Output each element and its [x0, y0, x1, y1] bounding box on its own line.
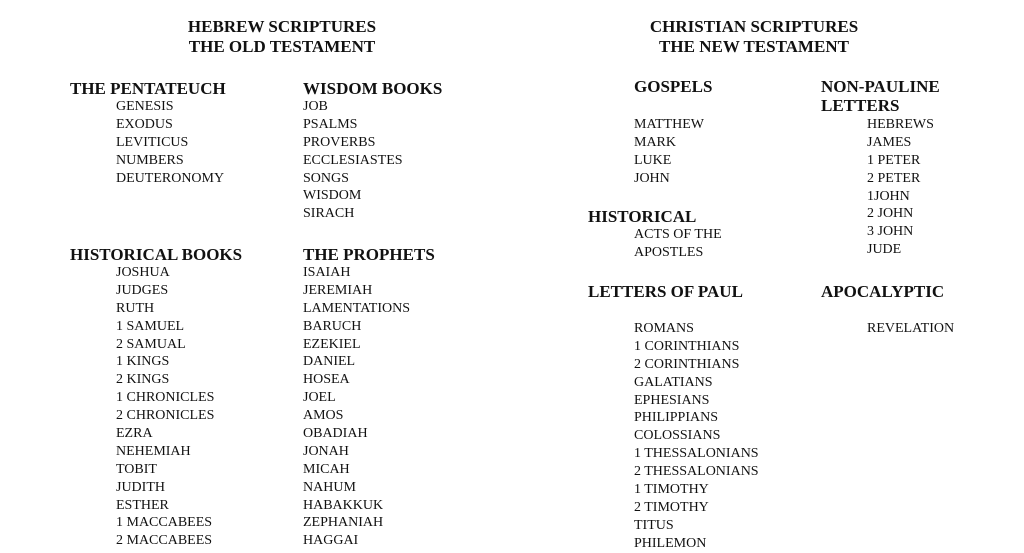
book-item: AMOS [303, 408, 344, 424]
book-item: PHILIPPIANS [634, 410, 719, 426]
book-item: DANIEL [303, 354, 356, 370]
apocalyptic-heading: APOCALYPTIC [821, 282, 945, 301]
prophets-heading: THE PROPHETS [303, 245, 435, 264]
pentateuch-list [116, 98, 224, 187]
apocalyptic-list [867, 320, 954, 338]
book-item: HAGGAI [303, 533, 359, 549]
book-item: PSALMS [303, 116, 358, 132]
book-item: GENESIS [116, 99, 174, 114]
book-item: HEBREWS [867, 117, 934, 132]
book-item: ECCLESIASTES [303, 152, 403, 168]
paul-heading: LETTERS OF PAUL [588, 282, 743, 301]
book-item: PROVERBS [303, 134, 376, 150]
book-item: 2 PETER [867, 170, 921, 186]
book-item: EXODUS [116, 116, 173, 132]
book-item: 2 CHRONICLES [116, 408, 215, 424]
book-item: JUDITH [116, 479, 165, 495]
book-item: SONGS [303, 170, 349, 186]
book-item: MARK [634, 134, 677, 150]
book-item: 2 TIMOTHY [634, 499, 709, 515]
hebrew-title-line1: HEBREW SCRIPTURES [187, 17, 377, 36]
christian-title [614, 17, 894, 57]
book-item: ISAIAH [303, 265, 351, 280]
book-item: JAMES [867, 134, 912, 150]
book-item: LUKE [634, 152, 672, 168]
book-item: JONAH [303, 443, 349, 459]
book-item: 3 JOHN [867, 224, 914, 240]
book-item: WISDOM [303, 188, 362, 204]
book-item: 2 MACCABEES [116, 533, 213, 549]
book-item: MATTHEW [634, 117, 704, 132]
prophets-list [303, 264, 410, 550]
book-item: 1 CHRONICLES [116, 390, 215, 406]
book-item: JUDE [867, 242, 902, 258]
pentateuch-heading: THE PENTATEUCH [70, 79, 226, 98]
book-item: EZEKIEL [303, 336, 361, 352]
book-item: EPHESIANS [634, 392, 710, 408]
book-item: JUDGES [116, 282, 169, 298]
book-item: ZEPHANIAH [303, 515, 384, 531]
book-item: 1 THESSALONIANS [634, 446, 759, 462]
book-item: GALATIANS [634, 374, 713, 390]
book-item: HOSEA [303, 372, 350, 388]
book-item: 1 KINGS [116, 354, 170, 370]
book-item: ROMANS [634, 321, 694, 336]
book-item: EZRA [116, 426, 153, 442]
book-item: 1JOHN [867, 188, 910, 204]
book-item: LAMENTATIONS [303, 300, 410, 316]
book-item: 2 THESSALONIANS [634, 464, 759, 480]
nt-historical-list [634, 226, 722, 262]
book-item: 2 SAMUAL [116, 336, 186, 352]
book-item: JOHN [634, 170, 670, 186]
book-item: LEVITICUS [116, 134, 189, 150]
christian-title-line1: CHRISTIAN SCRIPTURES [649, 17, 859, 36]
nt-historical-heading: HISTORICAL [588, 207, 697, 226]
paul-list [634, 320, 759, 553]
book-item: HABAKKUK [303, 497, 384, 513]
nonpauline-heading-line1: NON-PAULINE [821, 77, 940, 96]
gospels-heading: GOSPELS [634, 77, 713, 96]
book-item: ESTHER [116, 497, 169, 513]
hebrew-title [152, 17, 412, 57]
book-item: PHILEMON [634, 535, 707, 551]
gospels-list [634, 116, 704, 188]
hebrew-title-line2: THE OLD TESTAMENT [188, 37, 376, 56]
book-item: RUTH [116, 300, 155, 316]
historical-books-list [116, 264, 214, 550]
book-item: COLOSSIANS [634, 428, 721, 444]
nonpauline-heading-line2: LETTERS [821, 96, 900, 115]
book-item: 1 PETER [867, 152, 921, 168]
book-item: 1 CORINTHIANS [634, 338, 740, 354]
book-item: BARUCH [303, 318, 362, 334]
book-item: NAHUM [303, 479, 356, 495]
book-item: JOB [303, 99, 328, 114]
book-item: JOEL [303, 390, 336, 406]
book-item: TITUS [634, 517, 674, 533]
book-item: NEHEMIAH [116, 443, 191, 459]
book-item: 1 MACCABEES [116, 515, 213, 531]
book-item: MICAH [303, 461, 350, 477]
book-item: REVELATION [867, 321, 955, 336]
book-item: JEREMIAH [303, 282, 373, 298]
book-item: OBADIAH [303, 426, 368, 442]
book-item: 2 JOHN [867, 206, 914, 222]
book-item: 1 TIMOTHY [634, 482, 709, 498]
book-item: JOSHUA [116, 265, 170, 280]
book-item: APOSTLES [634, 244, 704, 260]
historical-books-heading: HISTORICAL BOOKS [70, 245, 243, 264]
christian-title-line2: THE NEW TESTAMENT [659, 37, 849, 56]
book-item: NUMBERS [116, 152, 184, 168]
book-item: SIRACH [303, 206, 355, 222]
book-item: ACTS OF THE [634, 227, 722, 242]
book-item: 2 CORINTHIANS [634, 356, 740, 372]
nonpauline-heading [821, 77, 940, 115]
wisdom-list [303, 98, 403, 223]
book-item: TOBIT [116, 461, 157, 477]
book-item: 1 SAMUEL [116, 318, 185, 334]
nonpauline-list [867, 116, 934, 259]
book-item: DEUTERONOMY [116, 170, 225, 186]
wisdom-heading: WISDOM BOOKS [303, 79, 443, 98]
book-item: 2 KINGS [116, 372, 170, 388]
